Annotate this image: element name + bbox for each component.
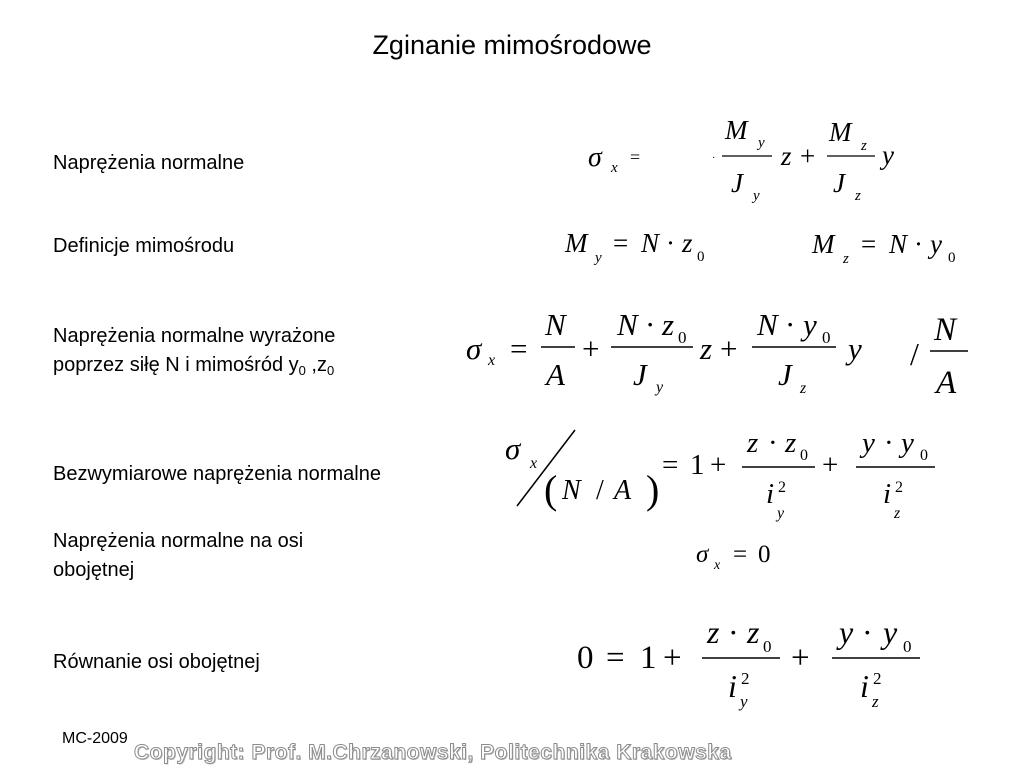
area-A: A (614, 475, 632, 506)
variable-z: z (700, 331, 713, 366)
force-N: N (641, 228, 660, 258)
number-one: 1 (640, 640, 657, 676)
subscript-zero: 0 (948, 250, 956, 266)
dot-operator: · (884, 427, 894, 459)
force-N: N (889, 229, 908, 259)
dot-operator: · (645, 307, 656, 342)
variable-y: y (930, 229, 942, 259)
subscript-zero: 0 (800, 447, 808, 464)
sigma-symbol: σ (505, 431, 521, 466)
left-parenthesis: ( (544, 467, 558, 512)
superscript-two: 2 (778, 479, 786, 496)
subscript-z: z (843, 251, 849, 267)
formula-normal-stress (588, 115, 894, 204)
subscript-zero: 0 (697, 249, 705, 265)
formula-eccentricity-y (564, 228, 705, 266)
equals-sign: = (606, 640, 625, 676)
subscript-x: x (530, 455, 538, 472)
formula-stress-by-force (466, 307, 968, 401)
plus-sign: + (800, 141, 816, 171)
label-subscript-zero: 0 (326, 363, 335, 378)
radius-i: i (860, 668, 869, 704)
moment-M: M (565, 228, 588, 258)
variable-y: y (862, 427, 875, 459)
dot-operator: · (914, 229, 923, 259)
variable-y: y (901, 427, 914, 459)
equals-sign: = (662, 449, 679, 481)
variable-z: z (747, 427, 759, 459)
subscript-z: z (861, 138, 867, 154)
radius-i: i (883, 478, 892, 510)
inertia-J: J (833, 168, 845, 198)
variable-z: z (781, 141, 792, 171)
inertia-J: J (633, 357, 647, 392)
plus-sign: + (791, 640, 810, 676)
subscript-zero: 0 (763, 637, 772, 656)
subscript-x: x (488, 352, 496, 369)
moment-M: M (725, 115, 748, 145)
moment-M: M (829, 117, 852, 147)
subscript-z: z (894, 505, 901, 522)
label-stress-by-force-line1: Naprężenia normalne wyrażone (53, 325, 336, 347)
plus-sign: + (710, 449, 727, 481)
subscript-x: x (611, 160, 618, 176)
dot-operator: · (728, 614, 739, 650)
superscript-two: 2 (895, 479, 903, 496)
equals-sign: = (733, 541, 748, 568)
sigma-symbol: σ (696, 541, 709, 568)
dot-operator: · (666, 228, 675, 258)
variable-y: y (882, 140, 894, 170)
number-one: 1 (690, 449, 705, 481)
subscript-y: y (758, 135, 765, 151)
label-subscript-zero: 0 (298, 363, 306, 378)
label-stress-by-force-line2-text: poprzez siłę N i mimośród y (53, 354, 299, 376)
inertia-J: J (778, 357, 792, 392)
variable-z: z (785, 427, 797, 459)
subscript-z: z (855, 188, 861, 204)
subscript-y: y (753, 188, 760, 204)
subscript-y: y (656, 379, 664, 396)
area-A: A (546, 357, 565, 392)
label-neutral-axis-line1: Naprężenia normalne na osi (53, 530, 304, 552)
variable-z: z (682, 228, 693, 258)
division-slash: / (910, 336, 919, 372)
formula-neutral-axis-stress (696, 541, 771, 573)
subscript-zero: 0 (678, 328, 687, 347)
stray-dot: · (712, 153, 716, 164)
variable-z: z (662, 307, 675, 342)
subscript-z: z (800, 380, 807, 397)
dot-operator: · (862, 614, 873, 650)
equals-sign: = (613, 228, 629, 258)
force-N: N (617, 307, 638, 342)
equals-sign: = (630, 147, 641, 167)
force-N: N (757, 307, 778, 342)
slide-footer: MC-2009 (62, 730, 128, 747)
force-N: N (934, 312, 957, 348)
division-slash: / (596, 475, 604, 506)
subscript-y: y (777, 505, 785, 522)
subscript-y: y (595, 250, 602, 266)
sigma-symbol: σ (588, 142, 602, 173)
radius-i: i (728, 668, 737, 704)
label-neutral-axis-equation: Równanie osi obojętnej (53, 651, 260, 673)
variable-z: z (707, 614, 720, 650)
radius-i: i (766, 478, 775, 510)
plus-sign: + (822, 449, 839, 481)
variable-y: y (848, 331, 862, 366)
variable-z: z (747, 614, 760, 650)
label-separator: ,z (305, 354, 327, 376)
force-N: N (545, 307, 566, 342)
formula-dimensionless-stress (505, 427, 935, 522)
subscript-z: z (872, 692, 879, 711)
label-eccentricity-definition: Definicje mimośrodu (53, 235, 235, 257)
superscript-two: 2 (741, 669, 750, 688)
plus-sign: + (663, 640, 682, 676)
superscript-two: 2 (873, 669, 882, 688)
subscript-x: x (714, 558, 721, 573)
label-normal-stress: Naprężenia normalne (53, 152, 245, 174)
copyright-notice: Copyright: Prof. M.Chrzanowski, Politechnika Krakowska (134, 741, 732, 764)
area-A: A (936, 365, 957, 401)
equals-sign: = (510, 331, 528, 366)
variable-y: y (803, 307, 817, 342)
number-zero: 0 (758, 541, 771, 568)
dot-operator: · (785, 307, 796, 342)
moment-M: M (812, 229, 835, 259)
subscript-y: y (740, 692, 748, 711)
subscript-zero: 0 (903, 637, 912, 656)
force-N: N (562, 475, 581, 506)
label-neutral-axis-line2: obojętnej (53, 559, 135, 581)
number-zero: 0 (577, 640, 594, 676)
equals-sign: = (861, 229, 877, 259)
formula-eccentricity-z (811, 229, 956, 267)
variable-y: y (839, 614, 854, 650)
sigma-symbol: σ (466, 331, 482, 366)
label-dimensionless-stress: Bezwymiarowe naprężenia normalne (53, 463, 381, 485)
plus-sign: + (582, 331, 600, 366)
right-parenthesis: ) (646, 467, 660, 512)
dot-operator: · (768, 427, 778, 459)
page-title: Zginanie mimośrodowe (372, 30, 652, 60)
variable-y: y (883, 614, 898, 650)
inertia-J: J (731, 168, 743, 198)
subscript-zero: 0 (920, 447, 928, 464)
plus-sign: + (720, 331, 738, 366)
formula-neutral-axis-equation (577, 614, 920, 711)
subscript-zero: 0 (822, 328, 831, 347)
